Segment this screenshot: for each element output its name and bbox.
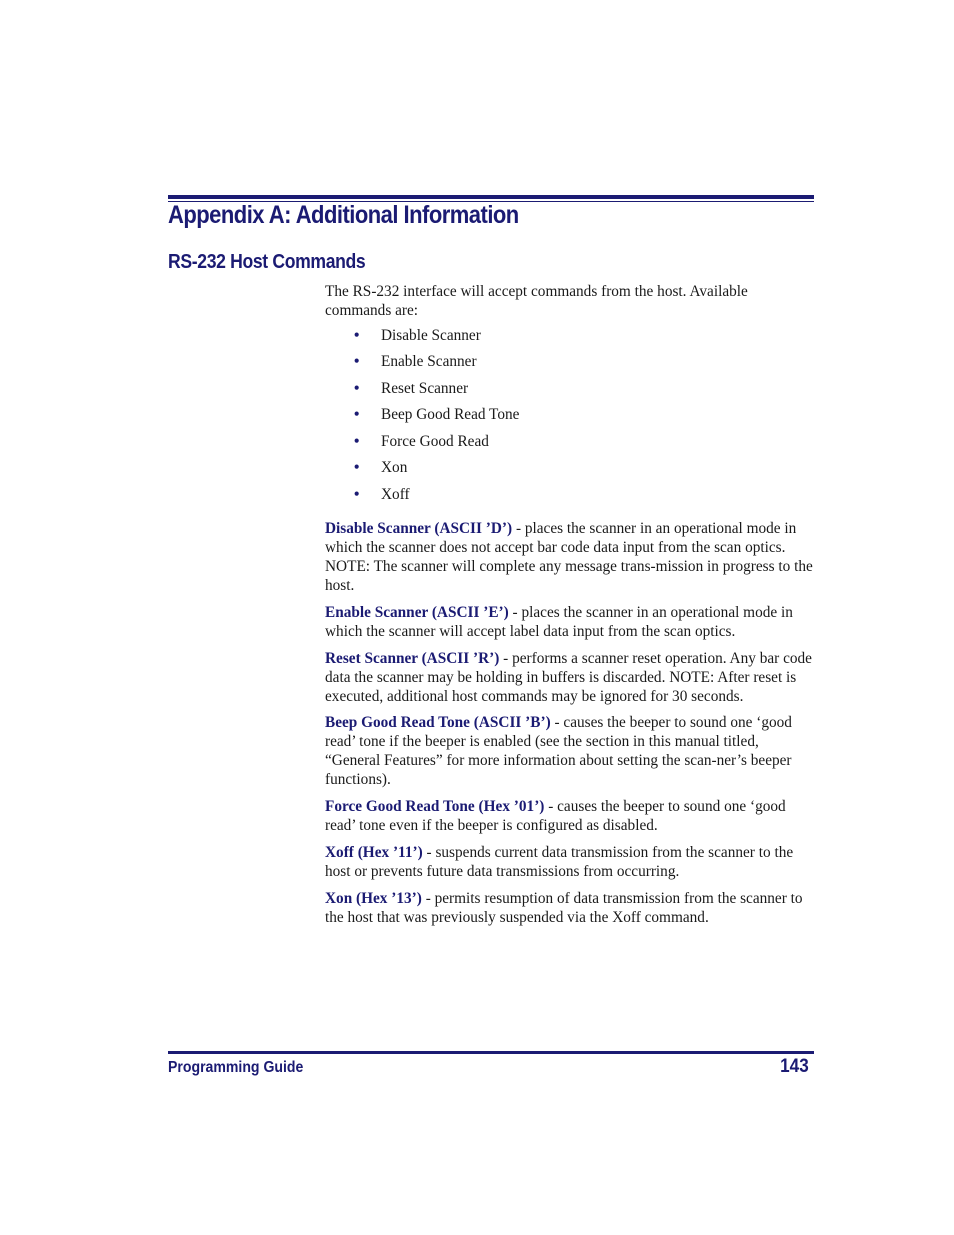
definition-term: Reset Scanner (ASCII ’R’)	[325, 649, 500, 667]
definition-paragraph	[325, 650, 815, 707]
command-label: Reset Scanner	[381, 379, 469, 397]
definition-paragraph	[325, 844, 815, 882]
intro-paragraph: The RS-232 interface will accept commands from the host. Available commands are:	[325, 283, 748, 319]
section-title: RS-232 Host Commands	[168, 251, 366, 273]
list-item	[325, 433, 815, 460]
definition-text: - causes the beeper to sound one ‘good read’ tone even if the beeper is configured as disabled.	[325, 798, 786, 834]
definition-text: - places the scanner in an operational mode in which the scanner will accept label data input from the scan optics.	[325, 603, 793, 640]
command-label: Disable Scanner	[381, 326, 481, 344]
list-item	[325, 486, 815, 513]
bullet-icon: •	[354, 379, 360, 397]
bullet-icon: •	[354, 432, 360, 450]
command-label: Enable Scanner	[381, 353, 477, 371]
definition-term: Xoff (Hex ’11’)	[325, 843, 423, 861]
list-item	[325, 459, 815, 486]
definition-paragraph	[325, 604, 815, 642]
chapter-title: Appendix A: Additional Information	[168, 201, 519, 229]
definition-term: Force Good Read Tone (Hex ’01’)	[325, 798, 545, 816]
command-label: Xoff	[381, 485, 410, 503]
body-text	[325, 283, 815, 936]
definition-text: - places the scanner in an operational mode in which the scanner does not accept bar code data input from the scan optics. NOTE: The scanner will complete any message trans-mission in progress to the host.	[325, 520, 813, 595]
definition-term: Enable Scanner (ASCII ’E’)	[325, 603, 509, 621]
footer-rule	[168, 1051, 814, 1054]
definition-text: - suspends current data transmission from the scanner to the host or prevents future data transmissions from occurring.	[325, 843, 794, 880]
bullet-icon: •	[354, 485, 360, 503]
bullet-icon: •	[354, 459, 360, 477]
footer-guide-name: Programming Guide	[168, 1059, 304, 1076]
list-item	[325, 380, 815, 407]
list-item	[325, 353, 815, 380]
page-number: 143	[780, 1056, 809, 1077]
command-label: Force Good Read	[381, 432, 489, 450]
definition-paragraph	[325, 890, 815, 928]
bullet-icon: •	[354, 406, 360, 424]
list-item	[325, 327, 815, 354]
list-item	[325, 406, 815, 433]
definition-term: Beep Good Read Tone (ASCII ’B’)	[325, 714, 551, 732]
definition-text: - performs a scanner reset operation. Any bar code data the scanner may be holding in buffers is discarded. NOTE: After reset is executed, additional host commands may be ignored for 30 seconds.	[325, 649, 812, 705]
definition-text: - permits resumption of data transmission from the scanner to the host that was previously suspended via the Xoff command.	[325, 889, 803, 926]
bullet-icon: •	[354, 353, 360, 371]
definition-paragraph	[325, 714, 815, 790]
definition-text: - causes the beeper to sound one ‘good read’ tone if the beeper is enabled (see the section in this manual titled, “General Features” for more information about setting the scan-ner’s beeper functions).	[325, 714, 792, 789]
command-label: Beep Good Read Tone	[381, 406, 520, 424]
definition-paragraph	[325, 798, 815, 836]
command-list	[325, 327, 815, 513]
definition-paragraph	[325, 520, 815, 596]
bullet-icon: •	[354, 326, 360, 344]
definition-term: Disable Scanner (ASCII ’D’)	[325, 520, 513, 538]
command-label: Xon	[381, 459, 408, 477]
definition-term: Xon (Hex ’13’)	[325, 889, 422, 907]
